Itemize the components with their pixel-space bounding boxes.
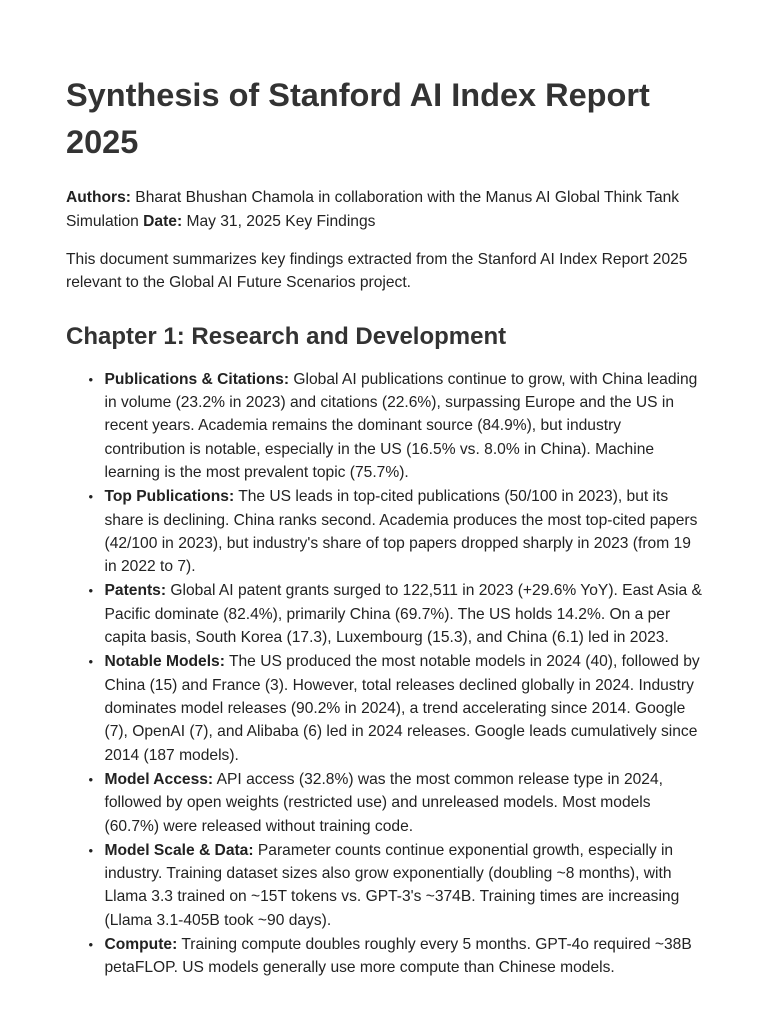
bullet-icon: • xyxy=(88,489,94,505)
list-item xyxy=(88,368,703,485)
list-item xyxy=(88,933,703,980)
authors-value: Bharat Bhushan Chamola in collaboration with the Manus AI Global Think Tank Simulation xyxy=(66,189,680,230)
item-text: The US produced the most notable models in 2024 (40), followed by China (15) and France (3). However, total releases declined globally in 2024. Industry dominates model releases (90.2% in 2024), a trend accelerating since 2014. Google (7), OpenAI (7), and Alibaba (6) led in 2024 releases. Google leads cumulatively since 2014 (187 models). xyxy=(104,653,700,764)
date-label: Date: xyxy=(143,212,183,230)
item-text: The US leads in top-cited publications (50/100 in 2023), but its share is declining. China ranks second. Academia produces the most top-cited papers (42/100 in 2023), but industry's share of top papers dropped sharply in 2023 (from 19 in 2022 to 7). xyxy=(104,488,698,576)
list-item xyxy=(88,650,703,767)
list-item xyxy=(88,768,703,838)
bullet-icon: • xyxy=(88,842,94,858)
item-label: Patents: xyxy=(104,582,167,600)
item-text: Global AI patent grants surged to 122,511 in 2023 (+29.6% YoY). East Asia & Pacific dominate (82.4%), primarily China (69.7%). The US holds 14.2%. On a per capita basis, South Korea (17.3), Luxembourg (15.3), and China (6.1) led in 2023. xyxy=(104,582,702,647)
authors-label: Authors: xyxy=(66,189,131,206)
item-label: Notable Models: xyxy=(104,653,225,671)
item-text: Training compute doubles roughly every 5 months. GPT-4o required ~38B petaFLOP. US models generally use more compute than Chinese models. xyxy=(104,935,692,977)
findings-list xyxy=(66,368,702,980)
list-item xyxy=(88,579,703,649)
item-label: Publications & Citations: xyxy=(104,370,290,388)
item-label: Top Publications: xyxy=(104,488,235,506)
bullet-icon: • xyxy=(88,936,94,952)
item-text: Parameter counts continue exponential growth, especially in industry. Training dataset sizes also grow exponentially (doubling ~8 months), with Llama 3.3 trained on ~15T tokens vs. GPT-3's ~374B. Training times are increasing (Llama 3.1-405B took ~90 days). xyxy=(104,841,680,929)
bullet-icon: • xyxy=(88,771,94,787)
item-label: Compute: xyxy=(104,935,178,953)
bullet-icon: • xyxy=(88,371,94,387)
item-label: Model Access: xyxy=(104,770,214,788)
document-meta xyxy=(66,186,702,233)
item-text: Global AI publications continue to grow, with China leading in volume (23.2% in 2023) and citations (22.6%), surpassing Europe and the US in recent years. Academia remains the dominant source (84.9%), but industry contribution is notable, especially in the US (16.5% vs. 8.0% in China). Machine learning is the most prevalent topic (75.7%). xyxy=(104,370,698,482)
date-value: May 31, 2025 Key Findings xyxy=(182,212,376,230)
document-title: Synthesis of Stanford AI Index Report 2025 xyxy=(66,77,650,160)
bullet-icon: • xyxy=(88,654,94,670)
list-item xyxy=(88,839,703,933)
list-item xyxy=(88,485,703,579)
chapter-heading: Chapter 1: Research and Development xyxy=(66,322,507,350)
item-label: Model Scale & Data: xyxy=(104,841,254,859)
item-text: API access (32.8%) was the most common release type in 2024, followed by open weights (restricted use) and unreleased models. Most models (60.7%) were released without training code. xyxy=(104,770,663,835)
intro-paragraph: This document summarizes key findings extracted from the Stanford AI Index Report 2025 relevant to the Global AI Future Scenarios project. xyxy=(66,250,688,291)
bullet-icon: • xyxy=(88,583,94,599)
